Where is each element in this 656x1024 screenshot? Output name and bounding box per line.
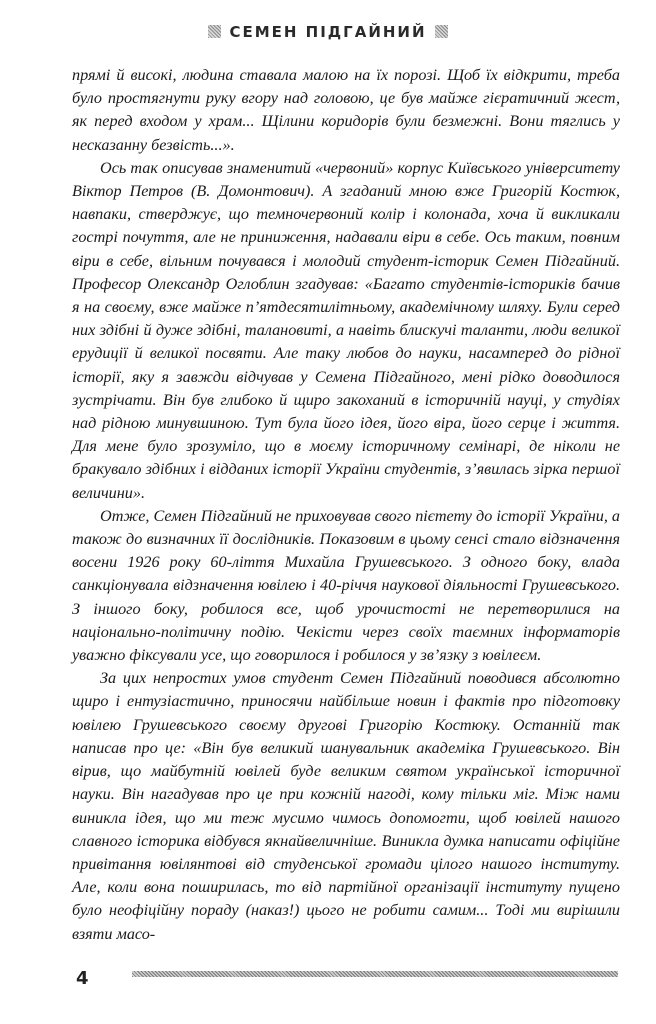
paragraph: Отже, Семен Підгайний не приховував свого пієтету до історії України, а також до визначних її дослідників. Показовим в цьому сенсі стало відзначення восени 1926 року 60-ліття Михайла Грушевського. З одного боку, влада санкціонувала відзначення ювілею і 40-річчя наукової діяльності Грушевського. З іншого боку, робилося все, щоб урочистості не перетворилися на національно-політичну подію. Чекісти через своїх таємних інформаторів уважно фіксували усе, що говорилося і робилося у зв’язку з ювілеєм. [72,506,621,665]
paragraph-continuation: прямі й високі, людина ставала малою на їх порозі. Щоб їх відкрити, треба було простягнути руку вгору над головою, це був майже гієратичний жест, як перед входом у храм... Щілини коридорів були безмежні. Вони тяглись у несказанну безвість...». [72,66,620,154]
paragraph: Ось так описував знаменитий «червоний» корпус Київського університету Віктор Петров (В. Домонтович). А згаданий мною вже Григорій Костюк, навпаки, стверджує, що темночервоний колір і колонада, хоча й викликали гострі почуття, але не приниження, надавали віри в себе. Ось таким, повним віри в себе, вільним почувався і молодий студент-історик Семен Підгайний. Професор Олександр Оглоблин згадував: «Багато студентів-істориків бачив я на своєму, вже майже п’ятдесятилітньому, академічному шляху. Були серед них здібні й дуже здібні, талановиті, а навіть блискучі таланти, люди великої ерудиції й великої посвяти. Але таку любов до науки, насамперед до рідної історії, яку я завжди відчував у Семена Підгайного, мені рідко доводилося зустрічати. Він був глибоко й щиро закоханий в історичній науці, у студіях над рідною минувшиною. Тут була його ідея, його віра, його серце і життя. Для мене було зрозуміло, що в моєму історичному семінарі, де ніколи не бракувало здібних і відданих історії України студентів, з’явилась зірка першої величини». [72,158,620,502]
page-number: 4 [76,968,89,989]
right-ornament-icon [435,25,448,38]
running-head [0,23,656,41]
footer-rule [132,971,618,977]
paragraph: За цих непростих умов студент Семен Підгайний поводився абсолютно щиро і ентузіастично, приносячи найбільше новин і фактів про підготовку ювілею Грушевського своєму другові Григорію Костюку. Останній так написав про це: «Він був великий шанувальник академіка Грушевського. Він вірив, що майбутній ювілей буде великим святом української історичної науки. Він нагадував про це при кожній нагоді, кому тільки міг. Між нами виникла ідея, що ми теж мусимо чимось допомогти, щоб ювілей нашого славного історика відбувся якнайвеличніше. Виникла думка написати офіційне привітання ювілянтові від студенської громади цілого нашого інституту. Але, коли вона поширилась, то від партійної організації інституту пущено було неофіційну пораду (наказ!) цього не робити самим... Тоді ми вирішили взяти масо- [72,669,620,943]
running-title: СЕМЕН ПІДГАЙНИЙ [229,23,427,41]
left-ornament-icon [208,25,221,38]
body-text [72,64,620,946]
